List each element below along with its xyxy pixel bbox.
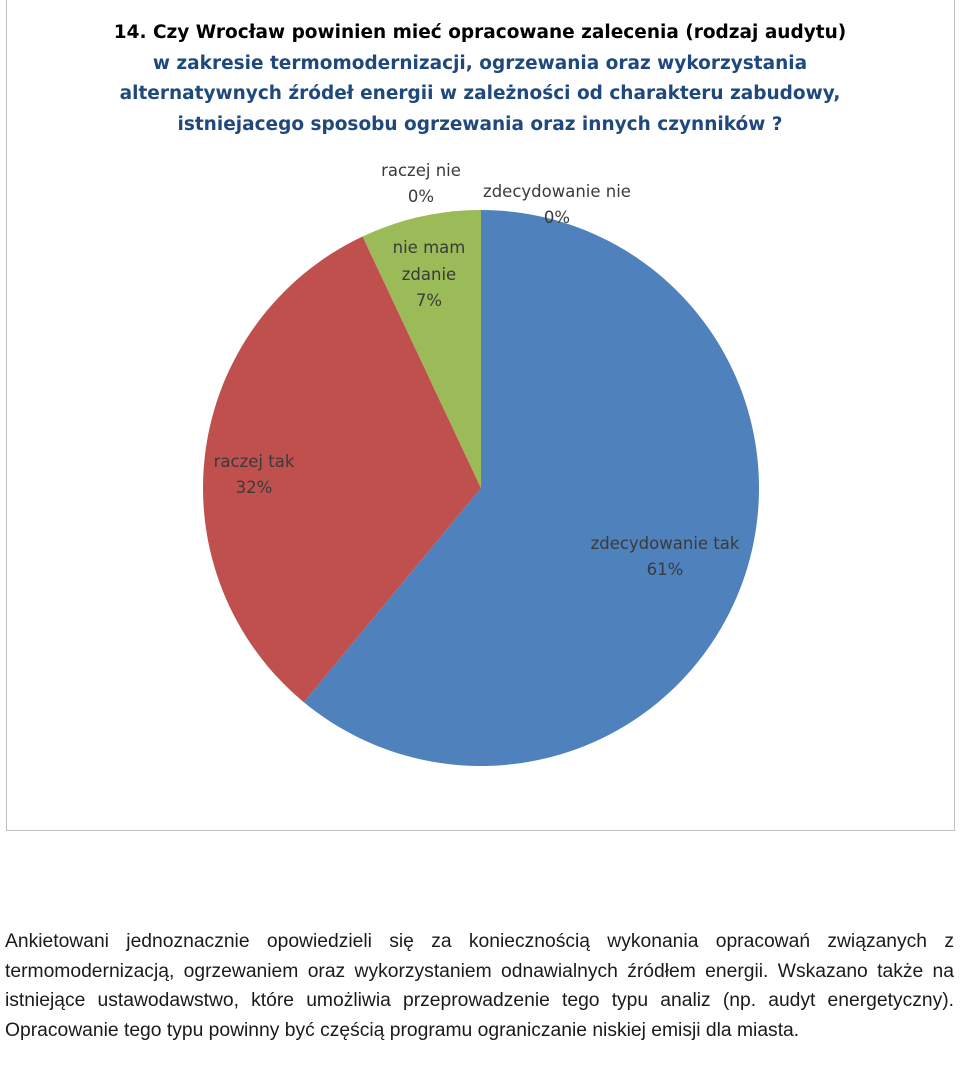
chart-title-line: alternatywnych źródeł energii w zależności od charakteru zabudowy, bbox=[119, 83, 841, 104]
slice-value-label: 7% bbox=[415, 291, 443, 310]
slice-value-label: 0% bbox=[407, 187, 435, 206]
slice-name-label: zdecydowanie nie bbox=[483, 182, 631, 201]
slice-label-raczej-nie bbox=[381, 161, 461, 206]
slice-value-label: 32% bbox=[235, 478, 273, 497]
slice-value-label: 61% bbox=[646, 560, 684, 579]
body-paragraph: Ankietowani jednoznacznie opowiedzieli się za koniecznością wykonania opracowań związanych z termomodernizacją, ogrzewaniem oraz wykorzystaniem odnawialnych źródłem energii. Wskazano także na istniejące ustawodawstwo, które umożliwia przeprowadzenie tego typu analiz (np. audyt energetyczny). Opracowanie tego typu powinny być częścią programu ograniczanie niskiej emisji dla miasta. bbox=[5, 931, 954, 1041]
chart-title-line: 14. Czy Wrocław powinien mieć opracowane zalecenia (rodzaj audytu) bbox=[113, 22, 847, 43]
slice-value-label: 0% bbox=[543, 208, 571, 227]
slice-name-label: raczej nie bbox=[381, 161, 461, 180]
slice-name-label: nie mam bbox=[392, 238, 466, 257]
slice-name-label: raczej tak bbox=[213, 452, 295, 471]
chart-title-line: istniejacego sposobu ogrzewania oraz innych czynników ? bbox=[177, 113, 783, 135]
chart-title-line: w zakresie termomodernizacji, ogrzewania oraz wykorzystania bbox=[152, 52, 808, 74]
slice-name-label: zdecydowanie tak bbox=[590, 534, 740, 553]
slice-name-label: zdanie bbox=[401, 265, 457, 284]
